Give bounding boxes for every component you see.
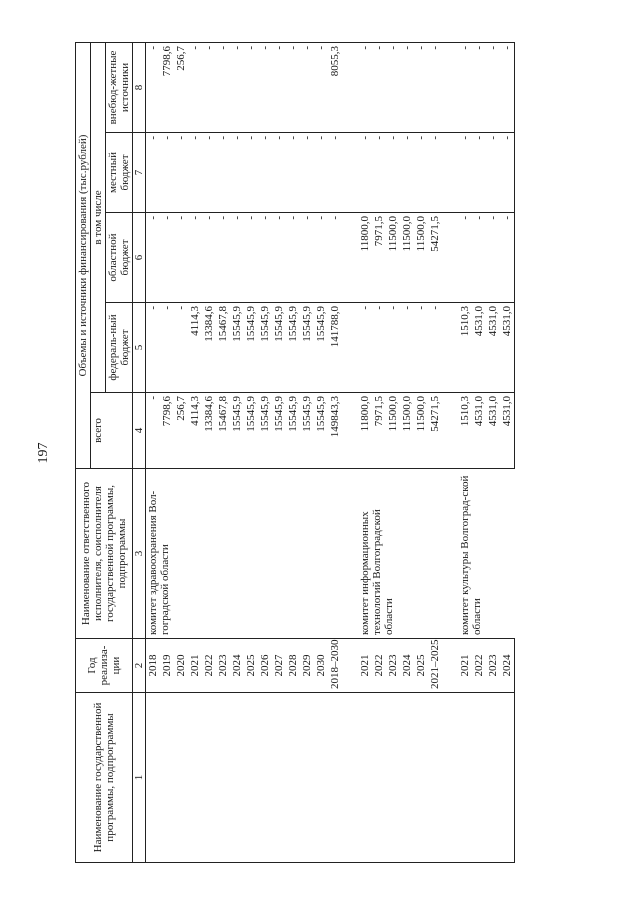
local-cell: - — [230, 133, 244, 213]
year-cell: 2022 — [372, 639, 386, 693]
offbudget-cell: - — [244, 42, 258, 132]
program-cell — [358, 693, 372, 863]
table-row — [202, 42, 216, 862]
spacer-cell — [442, 469, 458, 639]
table-row — [216, 42, 230, 862]
table-row — [472, 42, 486, 862]
rotated-page — [75, 43, 565, 863]
executor-cell: комитет информационных технологий Волгоградской области — [358, 469, 442, 639]
total-cell: 15545,9 — [272, 393, 286, 469]
program-cell — [328, 693, 342, 863]
column-number: 2 — [133, 639, 146, 693]
local-cell: - — [458, 133, 472, 213]
total-cell: 4531,0 — [486, 393, 500, 469]
program-cell — [428, 693, 442, 863]
table-row — [500, 42, 515, 862]
federal-cell: - — [146, 303, 161, 393]
total-cell: 149843,3 — [328, 393, 342, 469]
regional-cell: - — [300, 213, 314, 303]
local-cell: - — [146, 133, 161, 213]
program-cell — [188, 693, 202, 863]
offbudget-cell: - — [428, 42, 442, 132]
total-cell: 15545,9 — [258, 393, 272, 469]
table-row — [244, 42, 258, 862]
federal-cell: 4531,0 — [500, 303, 515, 393]
column-number: 3 — [133, 469, 146, 639]
table-row — [174, 42, 188, 862]
federal-cell: 15545,9 — [258, 303, 272, 393]
offbudget-cell: - — [486, 42, 500, 132]
year-cell: 2027 — [272, 639, 286, 693]
offbudget-cell: - — [146, 42, 161, 132]
header-including: в том числе — [91, 42, 106, 392]
federal-cell: 15545,9 — [314, 303, 328, 393]
program-cell — [486, 693, 500, 863]
local-cell: - — [428, 133, 442, 213]
table-row — [400, 42, 414, 862]
offbudget-cell: - — [372, 42, 386, 132]
spacer-cell — [442, 639, 458, 693]
offbudget-cell: - — [314, 42, 328, 132]
year-cell: 2025 — [414, 639, 428, 693]
spacer-cell — [442, 42, 458, 132]
local-cell: - — [386, 133, 400, 213]
federal-cell: 4531,0 — [486, 303, 500, 393]
program-cell — [386, 693, 400, 863]
local-cell: - — [400, 133, 414, 213]
total-cell: 15545,9 — [244, 393, 258, 469]
regional-cell: - — [458, 213, 472, 303]
table-row — [286, 42, 300, 862]
federal-cell: 13384,6 — [202, 303, 216, 393]
column-number: 5 — [133, 303, 146, 393]
table-row — [428, 42, 442, 862]
local-cell: - — [414, 133, 428, 213]
year-cell: 2022 — [472, 639, 486, 693]
regional-cell: - — [244, 213, 258, 303]
total-cell: 13384,6 — [202, 393, 216, 469]
spacer-cell — [342, 693, 358, 863]
spacer-cell — [342, 213, 358, 303]
total-cell: 4531,0 — [472, 393, 486, 469]
total-cell: 4531,0 — [500, 393, 515, 469]
spacer-cell — [442, 213, 458, 303]
program-cell — [414, 693, 428, 863]
offbudget-cell: - — [258, 42, 272, 132]
federal-cell: 4114,3 — [188, 303, 202, 393]
offbudget-cell: 8055,3 — [328, 42, 342, 132]
program-cell — [400, 693, 414, 863]
header-executor: Наименование ответственного исполнителя, соисполнителя государственной программы, подпрограммы — [76, 469, 133, 639]
regional-cell: - — [202, 213, 216, 303]
offbudget-cell: - — [230, 42, 244, 132]
header-regional: областной бюджет — [106, 213, 133, 303]
program-cell — [286, 693, 300, 863]
spacer-cell — [442, 303, 458, 393]
local-cell: - — [300, 133, 314, 213]
year-cell: 2026 — [258, 639, 272, 693]
federal-cell: - — [372, 303, 386, 393]
year-cell: 2028 — [286, 639, 300, 693]
offbudget-cell: - — [458, 42, 472, 132]
federal-cell: 15545,9 — [244, 303, 258, 393]
total-cell: 15545,9 — [300, 393, 314, 469]
year-cell: 2023 — [216, 639, 230, 693]
total-cell: 15467,8 — [216, 393, 230, 469]
spacer-cell — [342, 42, 358, 132]
spacer-cell — [342, 639, 358, 693]
table-row — [386, 42, 400, 862]
program-cell — [174, 693, 188, 863]
table-row — [230, 42, 244, 862]
federal-cell: - — [386, 303, 400, 393]
year-cell: 2024 — [500, 639, 515, 693]
spacer-cell — [442, 693, 458, 863]
total-cell: 15545,9 — [230, 393, 244, 469]
offbudget-cell: 7798,6 — [160, 42, 174, 132]
total-cell: - — [146, 393, 161, 469]
table-row — [458, 42, 472, 862]
federal-cell: 15545,9 — [230, 303, 244, 393]
table-row — [146, 42, 161, 862]
header-year: Год реализа-ции — [76, 639, 133, 693]
total-cell: 11800,0 — [358, 393, 372, 469]
federal-cell: 15467,8 — [216, 303, 230, 393]
program-cell — [458, 693, 472, 863]
program-cell — [216, 693, 230, 863]
regional-cell: 11500,0 — [400, 213, 414, 303]
offbudget-cell: - — [272, 42, 286, 132]
year-cell: 2029 — [300, 639, 314, 693]
year-cell: 2025 — [244, 639, 258, 693]
federal-cell: - — [174, 303, 188, 393]
year-cell: 2024 — [230, 639, 244, 693]
offbudget-cell: - — [358, 42, 372, 132]
local-cell: - — [500, 133, 515, 213]
table-row — [358, 42, 372, 862]
table-row — [258, 42, 272, 862]
regional-cell: - — [472, 213, 486, 303]
year-cell: 2021–2025 — [428, 639, 442, 693]
year-cell: 2021 — [188, 639, 202, 693]
offbudget-cell: - — [500, 42, 515, 132]
table-body — [146, 42, 515, 862]
offbudget-cell: 256,7 — [174, 42, 188, 132]
regional-cell: - — [174, 213, 188, 303]
local-cell: - — [202, 133, 216, 213]
regional-cell: - — [500, 213, 515, 303]
program-cell — [314, 693, 328, 863]
local-cell: - — [272, 133, 286, 213]
offbudget-cell: - — [188, 42, 202, 132]
header-offbudget: внебюд-жетные источники — [106, 42, 133, 132]
regional-cell: - — [272, 213, 286, 303]
program-cell — [244, 693, 258, 863]
local-cell: - — [358, 133, 372, 213]
header-total: всего — [91, 393, 133, 469]
local-cell: - — [188, 133, 202, 213]
program-cell — [372, 693, 386, 863]
regional-cell: - — [188, 213, 202, 303]
executor-cell: комитет культуры Волгоград-ской области — [458, 469, 515, 639]
regional-cell: - — [146, 213, 161, 303]
total-cell: 4114,3 — [188, 393, 202, 469]
header-program: Наименование государственной программы, подпрограммы — [76, 693, 133, 863]
offbudget-cell: - — [414, 42, 428, 132]
federal-cell: - — [400, 303, 414, 393]
page-number: 197 — [36, 442, 51, 464]
column-number: 6 — [133, 213, 146, 303]
offbudget-cell: - — [202, 42, 216, 132]
column-number: 1 — [133, 693, 146, 863]
year-cell: 2030 — [314, 639, 328, 693]
total-cell: 7971,5 — [372, 393, 386, 469]
total-cell: 11500,0 — [386, 393, 400, 469]
program-cell — [300, 693, 314, 863]
table-row — [372, 42, 386, 862]
table-row — [314, 42, 328, 862]
federal-cell: 1510,3 — [458, 303, 472, 393]
regional-cell: - — [258, 213, 272, 303]
total-cell: 15545,9 — [314, 393, 328, 469]
table-row — [300, 42, 314, 862]
spacer-cell — [342, 303, 358, 393]
column-number: 7 — [133, 133, 146, 213]
local-cell: - — [258, 133, 272, 213]
program-cell — [272, 693, 286, 863]
spacer-cell — [342, 393, 358, 469]
header-federal: федераль-ный бюджет — [106, 303, 133, 393]
program-cell — [160, 693, 174, 863]
regional-cell: - — [216, 213, 230, 303]
regional-cell: 54271,5 — [428, 213, 442, 303]
offbudget-cell: - — [472, 42, 486, 132]
federal-cell: 15545,9 — [272, 303, 286, 393]
local-cell: - — [472, 133, 486, 213]
federal-cell: 15545,9 — [286, 303, 300, 393]
regional-cell: 11500,0 — [414, 213, 428, 303]
financing-table — [75, 42, 515, 863]
local-cell: - — [216, 133, 230, 213]
year-cell: 2018–2030 — [328, 639, 342, 693]
offbudget-cell: - — [386, 42, 400, 132]
offbudget-cell: - — [300, 42, 314, 132]
table-row — [414, 42, 428, 862]
table-row — [188, 42, 202, 862]
year-cell: 2019 — [160, 639, 174, 693]
year-cell: 2018 — [146, 639, 161, 693]
total-cell: 256,7 — [174, 393, 188, 469]
executor-cell: комитет здравоохранения Вол-гоградской области — [146, 469, 343, 639]
offbudget-cell: - — [286, 42, 300, 132]
header-financing: Объемы и источники финансирования (тыс.рублей) — [76, 42, 91, 468]
table-row — [486, 42, 500, 862]
program-cell — [202, 693, 216, 863]
group-spacer — [442, 42, 458, 862]
federal-cell: 141788,0 — [328, 303, 342, 393]
program-cell — [258, 693, 272, 863]
table-row — [160, 42, 174, 862]
regional-cell: - — [314, 213, 328, 303]
total-cell: 11500,0 — [414, 393, 428, 469]
spacer-cell — [442, 133, 458, 213]
offbudget-cell: - — [400, 42, 414, 132]
local-cell: - — [286, 133, 300, 213]
local-cell: - — [174, 133, 188, 213]
regional-cell: - — [286, 213, 300, 303]
year-cell: 2023 — [386, 639, 400, 693]
program-cell — [472, 693, 486, 863]
total-cell: 54271,5 — [428, 393, 442, 469]
column-number: 8 — [133, 42, 146, 132]
table-row — [272, 42, 286, 862]
local-cell: - — [244, 133, 258, 213]
year-cell: 2023 — [486, 639, 500, 693]
regional-cell: - — [160, 213, 174, 303]
offbudget-cell: - — [216, 42, 230, 132]
year-cell: 2021 — [358, 639, 372, 693]
column-number: 4 — [133, 393, 146, 469]
federal-cell: 15545,9 — [300, 303, 314, 393]
spacer-cell — [342, 469, 358, 639]
year-cell: 2022 — [202, 639, 216, 693]
local-cell: - — [372, 133, 386, 213]
year-cell: 2021 — [458, 639, 472, 693]
regional-cell: 11500,0 — [386, 213, 400, 303]
federal-cell: 4531,0 — [472, 303, 486, 393]
year-cell: 2024 — [400, 639, 414, 693]
group-spacer — [342, 42, 358, 862]
total-cell: 7798,6 — [160, 393, 174, 469]
header-local: местный бюджет — [106, 133, 133, 213]
regional-cell: 7971,5 — [372, 213, 386, 303]
program-cell — [146, 693, 161, 863]
table-row — [328, 42, 342, 862]
total-cell: 11500,0 — [400, 393, 414, 469]
federal-cell: - — [358, 303, 372, 393]
year-cell: 2020 — [174, 639, 188, 693]
local-cell: - — [486, 133, 500, 213]
federal-cell: - — [428, 303, 442, 393]
local-cell: - — [328, 133, 342, 213]
program-cell — [500, 693, 515, 863]
federal-cell: - — [414, 303, 428, 393]
regional-cell: - — [328, 213, 342, 303]
local-cell: - — [160, 133, 174, 213]
spacer-cell — [442, 393, 458, 469]
total-cell: 1510,3 — [458, 393, 472, 469]
federal-cell: - — [160, 303, 174, 393]
local-cell: - — [314, 133, 328, 213]
regional-cell: 11800,0 — [358, 213, 372, 303]
regional-cell: - — [230, 213, 244, 303]
regional-cell: - — [486, 213, 500, 303]
program-cell — [230, 693, 244, 863]
spacer-cell — [342, 133, 358, 213]
total-cell: 15545,9 — [286, 393, 300, 469]
